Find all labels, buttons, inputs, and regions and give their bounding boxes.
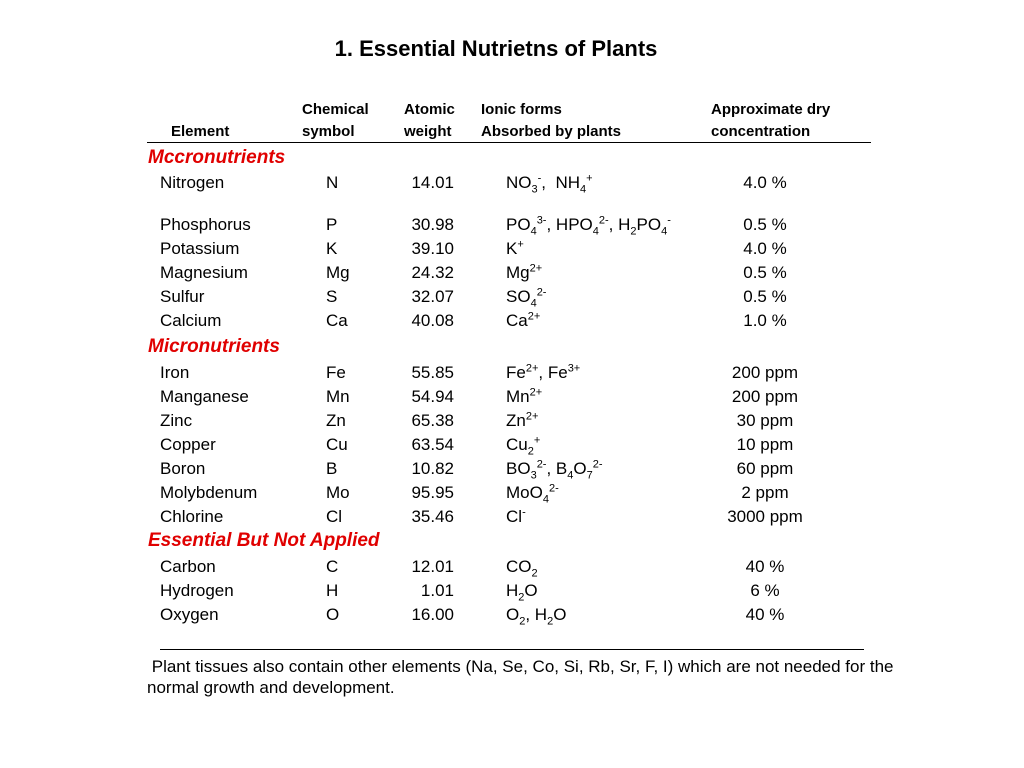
concentration: 2 ppm — [741, 483, 789, 502]
concentration: 200 ppm — [731, 363, 799, 382]
chemical-symbol: N — [326, 173, 339, 192]
concentration: 0.5 % — [743, 263, 787, 282]
chemical-symbol: C — [326, 557, 339, 576]
atomic-weight: 54.94 — [411, 387, 454, 406]
element-name: Molybdenum — [160, 483, 258, 502]
header-conc-line1: Approximate dry — [711, 101, 831, 118]
table-row — [0, 172, 1024, 196]
element-name: Nitrogen — [160, 173, 225, 192]
element-name: Oxygen — [160, 605, 219, 624]
ionic-forms: $NO_3^-$, $NH_4^+$ — [506, 172, 593, 196]
section-micronutrients: Micronutrients — [148, 336, 280, 357]
element-name: Phosphorus — [160, 215, 251, 234]
header-element-label: Element — [171, 123, 230, 140]
section-macronutrients: Mccronutrients — [148, 147, 286, 168]
atomic-weight: 24.32 — [411, 263, 454, 282]
ionic-forms: $Mn^{2+}$ — [506, 386, 543, 406]
chemical-symbol: Cu — [326, 435, 348, 454]
header-rule — [147, 142, 871, 143]
ionic-forms: $SO_4^{2-}$ — [506, 286, 547, 310]
atomic-weight: 10.82 — [411, 459, 454, 478]
header-symbol — [302, 99, 369, 143]
element-name: Hydrogen — [160, 581, 234, 600]
table-row — [0, 506, 1024, 530]
concentration: 10 ppm — [736, 435, 794, 454]
table-row — [0, 410, 1024, 434]
atomic-weight: 95.95 — [411, 483, 454, 502]
atomic-weight: 40.08 — [411, 311, 454, 330]
table-row — [0, 482, 1024, 506]
chemical-symbol: K — [326, 239, 338, 258]
header-conc-line2: concentration — [711, 123, 811, 140]
chemical-symbol: B — [326, 459, 338, 478]
footnote-text: Plant tissues also contain other elements (Na, Se, Co, Si, Rb, Sr, F, I) which are not needed for the normal growth and development. — [147, 657, 894, 697]
ionic-forms: Cl- — [506, 506, 526, 526]
concentration: 60 ppm — [736, 459, 794, 478]
header-symbol-line2: symbol — [302, 123, 355, 140]
element-name: Manganese — [160, 387, 249, 406]
concentration: 200 ppm — [731, 387, 799, 406]
header-weight-line1: Atomic — [404, 101, 455, 118]
table-row — [0, 286, 1024, 310]
ionic-forms: $Fe^{2+}$, $Fe^{3+}$ — [506, 362, 581, 382]
element-name: Copper — [160, 435, 216, 454]
table-row — [0, 238, 1024, 262]
chemical-symbol: Cl — [326, 507, 343, 526]
atomic-weight: 12.01 — [411, 557, 454, 576]
footer-rule — [160, 649, 864, 650]
ionic-forms: $Mg^{2+}$ — [506, 262, 543, 282]
table-row — [0, 262, 1024, 286]
concentration: 0.5 % — [743, 287, 787, 306]
section-essential-not-applied: Essential But Not Applied — [148, 530, 380, 551]
table-row — [0, 556, 1024, 580]
header-weight — [404, 99, 455, 143]
table-row — [0, 362, 1024, 386]
element-name: Carbon — [160, 557, 216, 576]
table-row — [0, 310, 1024, 334]
ionic-forms: $Ca^{2+}$ — [506, 310, 541, 330]
atomic-weight: 30.98 — [411, 215, 454, 234]
ionic-forms: $Cu_2^+$ — [506, 434, 541, 458]
atomic-weight: 1.01 — [420, 581, 454, 600]
header-ionic-line2: Absorbed by plants — [481, 123, 622, 140]
concentration: 30 ppm — [736, 411, 794, 430]
element-name: Zinc — [160, 411, 193, 430]
element-name: Sulfur — [160, 287, 205, 306]
table-row — [0, 386, 1024, 410]
chemical-symbol: Fe — [326, 363, 346, 382]
chemical-symbol: Ca — [326, 311, 348, 330]
concentration: 6 % — [750, 581, 780, 600]
header-concentration — [711, 99, 830, 143]
atomic-weight: 65.38 — [411, 411, 454, 430]
concentration: 4.0 % — [743, 173, 787, 192]
chemical-symbol: Mo — [326, 483, 350, 502]
element-name: Potassium — [160, 239, 240, 258]
chemical-symbol: O — [326, 605, 340, 624]
ionic-forms: $PO_4^{3-}$, $HPO_4^{2-}$, $H_2PO_4^-$ — [506, 214, 671, 238]
header-weight-line2: weight — [404, 123, 452, 140]
ionic-forms: $H_2O$ — [506, 581, 538, 604]
chemical-symbol: H — [326, 581, 339, 600]
chemical-symbol: S — [326, 287, 338, 306]
table-row — [0, 604, 1024, 628]
concentration: 4.0 % — [743, 239, 787, 258]
concentration: 3000 ppm — [727, 507, 803, 526]
ionic-forms: $O_2$, $H_2O$ — [506, 605, 567, 628]
concentration: 0.5 % — [743, 215, 787, 234]
ionic-forms: $BO_3^{2-}$, $B_4O_7^{2-}$ — [506, 458, 603, 482]
ionic-forms: MoO$_4^{2-}$ — [506, 482, 559, 506]
atomic-weight: 35.46 — [411, 507, 454, 526]
atomic-weight: 16.00 — [411, 605, 454, 624]
element-name: Chlorine — [160, 507, 224, 526]
table-row — [0, 458, 1024, 482]
table-row — [0, 214, 1024, 238]
chemical-symbol: P — [326, 215, 338, 234]
atomic-weight: 32.07 — [411, 287, 454, 306]
footnote — [147, 656, 907, 698]
element-name: Calcium — [160, 311, 222, 330]
concentration: 40 % — [745, 605, 785, 624]
ionic-forms: $CO_2$ — [506, 557, 538, 580]
header-symbol-line1: Chemical — [302, 101, 369, 118]
concentration: 40 % — [745, 557, 785, 576]
chemical-symbol: Zn — [326, 411, 346, 430]
ionic-forms: K+ — [506, 238, 524, 258]
element-name: Magnesium — [160, 263, 248, 282]
atomic-weight: 55.85 — [411, 363, 454, 382]
ionic-forms: $Zn^{2+}$ — [506, 410, 539, 430]
atomic-weight: 14.01 — [411, 173, 454, 192]
concentration: 1.0 % — [743, 311, 787, 330]
atomic-weight: 39.10 — [411, 239, 454, 258]
table-row — [0, 434, 1024, 458]
header-ionic — [481, 99, 621, 143]
chemical-symbol: Mn — [326, 387, 350, 406]
page-title: 1. Essential Nutrietns of Plants — [334, 36, 658, 61]
atomic-weight: 63.54 — [411, 435, 454, 454]
header-ionic-line1: Ionic forms — [481, 101, 562, 118]
table-row — [0, 580, 1024, 604]
element-name: Iron — [160, 363, 190, 382]
header-element — [171, 99, 229, 143]
chemical-symbol: Mg — [326, 263, 350, 282]
element-name: Boron — [160, 459, 206, 478]
